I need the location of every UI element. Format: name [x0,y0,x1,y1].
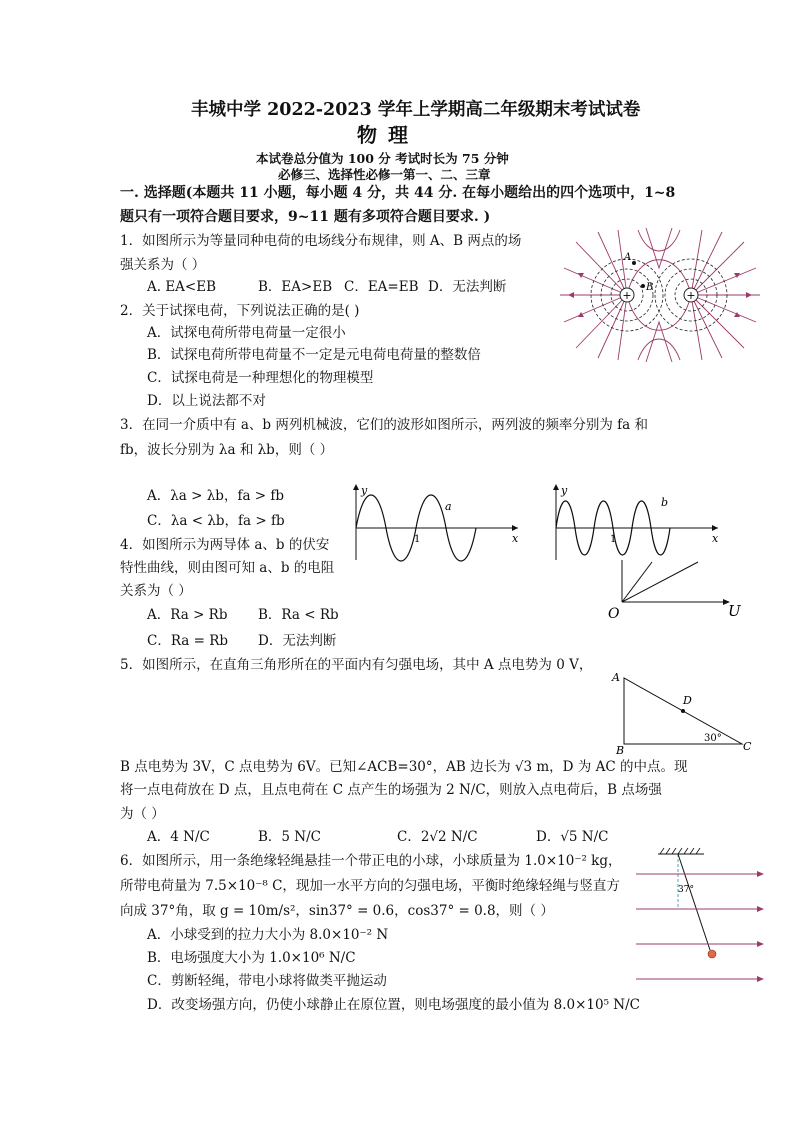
point-b-label: B [646,282,654,293]
wave-b-y-label: y [561,484,568,497]
q4-stem-line3: 关系为（ ） [120,583,192,599]
wave-a-figure [348,482,523,562]
q5-option-b: B．5 N/C [258,829,321,845]
q5-option-c: C．2√2 N/C [397,829,478,845]
q3-option-c: C．λa < λb，fa > fb [147,513,285,529]
wave-b-label: b [661,496,669,509]
q4-option-a: A．Ra > Rb [147,607,228,623]
q5-stem-line1: 5．如图所示，在直角三角形所在的平面内有匀强电场，其中 A 点电势为 0 V， [120,657,593,673]
triangle-angle-label: 30° [704,733,722,744]
section-heading-line2: 题只有一项符合题目要求，9~11 题有多项符合题目要求. ) [120,209,491,225]
wave-b-figure [548,482,723,562]
subject-title: 物 理 [357,123,410,147]
q1-option-d: D．无法判断 [428,279,507,295]
point-a-label: A [624,252,632,263]
pendulum-figure [634,846,766,986]
q6-option-a: A．小球受到的拉力大小为 8.0×10⁻² N [147,927,389,943]
wave-b-x-label: x [712,532,719,545]
q4-option-b: B．Ra < Rb [258,607,339,623]
charge-sign-right: + [686,289,696,302]
q1-option-a: A. EA<EB [147,279,217,295]
q4-option-c: C．Ra = Rb [147,633,229,649]
q2-stem: 2．关于试探电荷，下列说法正确的是( ) [120,303,360,319]
q5-stem-line2: B 点电势为 3V，C 点电势为 6V。已知∠ACB=30°，AB 边长为 √3 m，D 为 AC 的中点。现 [120,759,688,775]
q6-option-c: C．剪断轻绳，带电小球将做类平抛运动 [147,973,387,989]
q6-option-b: B．电场强度大小为 1.0×10⁶ N/C [147,950,356,966]
q4-option-d: D．无法判断 [258,633,337,649]
triangle-point-a: A [612,671,620,684]
exam-scope: 必修三、选择性必修一第一、二、三章 [278,167,491,182]
q6-option-d: D．改变场强方向，仍使小球静止在原位置，则电场强度的最小值为 8.0×10⁵ N/C [147,997,640,1013]
q4-stem-line2: 特性曲线，则由图可知 a、b 的电阻 [120,560,335,576]
q1-option-c: C．EA=EB [344,279,419,295]
q2-option-d: D．以上说法都不对 [147,393,266,409]
q1-option-b: B．EA>EB [258,279,333,295]
q2-option-c: C．试探电荷是一种理想化的物理模型 [147,370,374,386]
section-heading-line1: 一. 选择题(本题共 11 小题，每小题 4 分，共 44 分. 在每小题给出的四个选项中，1~8 [120,185,676,201]
pendulum-angle-label: 37° [678,885,694,895]
electric-field-figure [558,228,762,368]
q2-option-a: A．试探电荷所带电荷量一定很小 [147,325,346,341]
q3-option-a: A．λa > λb，fa > fb [147,488,285,504]
triangle-figure [610,668,760,756]
wave-b-tick: 1 [610,534,617,545]
q6-stem-line1: 6．如图所示，用一条绝缘轻绳悬挂一个带正电的小球，小球质量为 1.0×10⁻² kg， [120,853,622,869]
q6-stem-line2: 所带电荷量为 7.5×10⁻⁸ C，现加一水平方向的匀强电场，平衡时绝缘轻绳与竖直方 [120,878,620,894]
charge-sign-left: + [622,289,632,302]
q5-option-a: A．4 N/C [147,829,210,845]
triangle-point-c: C [743,740,752,753]
q3-stem-line2: fb，波长分别为 λa 和 λb，则（ ） [120,442,334,458]
iv-u-axis-label: U [728,602,741,620]
wave-a-label: a [445,500,452,513]
q5-option-d: D．√5 N/C [536,829,609,845]
q2-option-b: B．试探电荷所带电荷量不一定是元电荷电荷量的整数倍 [147,347,481,363]
triangle-point-b: B [616,744,625,757]
q3-stem-line1: 3．在同一介质中有 a、b 两列机械波，它们的波形如图所示，两列波的频率分别为 fa 和 [120,417,648,433]
q1-stem-line1: 1．如图所示为等量同种电荷的电场线分布规律，则 A、B 两点的场 [120,233,522,249]
iv-origin-label: O [608,606,620,622]
q6-stem-line3: 向成 37°角，取 g = 10m/s²，sin37° = 0.6，cos37° = 0.8，则（ ） [120,903,554,919]
triangle-point-d: D [683,694,692,707]
q1-stem-line2: 强关系为（ ） [120,257,206,273]
q5-stem-line3: 将一点电荷放在 D 点，且点电荷在 C 点产生的场强为 2 N/C，则放入点电荷后，B 点场强 [120,782,662,798]
exam-info: 本试卷总分值为 100 分 考试时长为 75 分钟 [256,151,509,166]
exam-title: 丰城中学 2022-2023 学年上学期高二年级期末考试试卷 [191,100,641,120]
iv-curve-figure [606,556,746,624]
q4-stem-line1: 4．如图所示为两导体 a、b 的伏安 [120,537,330,553]
wave-a-x-label: x [512,532,519,545]
wave-a-y-label: y [361,484,368,497]
q5-stem-line4: 为（ ） [120,806,165,822]
wave-a-tick: 1 [414,534,421,545]
